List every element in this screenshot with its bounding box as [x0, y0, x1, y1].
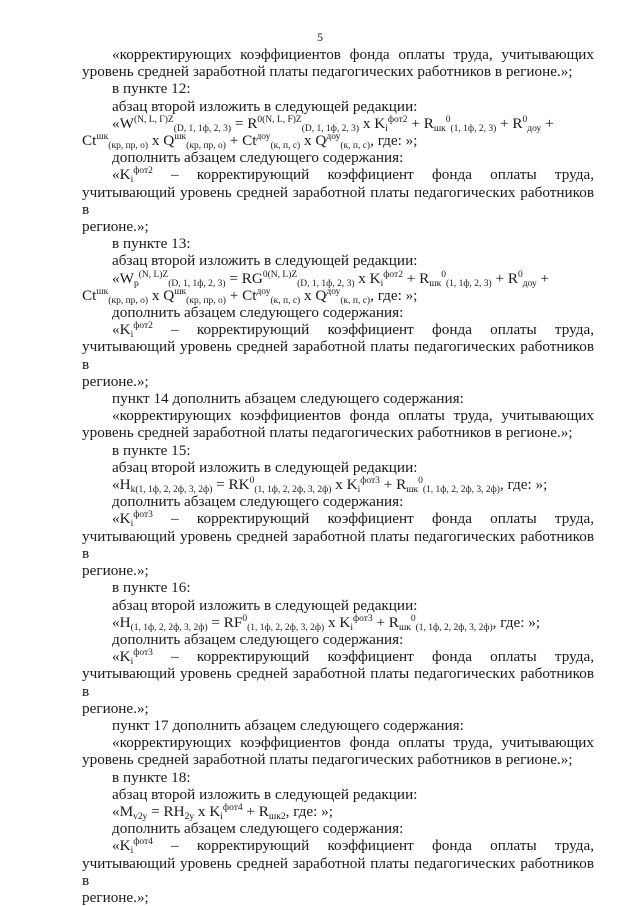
- text-span: , где: »;: [499, 476, 548, 494]
- text-span: + R: [242, 802, 269, 820]
- text-line: уровень средней заработной платы педагогических работников в регионе.»;: [82, 63, 573, 81]
- superscript: доу: [326, 286, 341, 297]
- text-span: x K: [194, 802, 221, 820]
- formula-wp-line: [82, 270, 594, 287]
- text-span: пункт 17 дополнить абзацем следующего содержания:: [112, 716, 464, 734]
- text-span: + R: [491, 269, 518, 287]
- text-span: дополнить абзацем следующего содержания:: [112, 149, 404, 167]
- text-span: учитывающий уровень средней заработной платы педагогических работников в: [82, 665, 594, 700]
- text-span: = RG: [225, 269, 263, 287]
- superscript: шк: [174, 132, 187, 143]
- text-span: «корректирующих коэффициентов фонда оплаты труда, учитывающих: [112, 407, 594, 425]
- subscript: (1, 1ф, 2, 2ф, 3, 2ф): [254, 485, 332, 496]
- text-span: учитывающий уровень средней заработной платы педагогических работников в: [82, 527, 594, 562]
- paragraph: [82, 579, 594, 596]
- subscript: v2у: [133, 811, 148, 822]
- text-span: + R: [402, 269, 430, 287]
- paragraph: [82, 149, 594, 166]
- text-span: «W: [112, 114, 134, 132]
- subscript: i: [220, 811, 223, 822]
- paragraph: [82, 373, 594, 390]
- formula-h-line: [82, 614, 594, 631]
- superscript: фот3: [352, 613, 373, 624]
- text-span: в пункте 16:: [112, 579, 191, 597]
- paragraph: [82, 407, 594, 424]
- subscript: (1, 1ф, 2, 3): [450, 123, 497, 134]
- paragraph: [82, 665, 594, 699]
- formula-wp-line-continued: [82, 287, 594, 304]
- subscript: (к, п, с): [340, 141, 371, 152]
- subscript: шк: [398, 622, 411, 633]
- paragraph: [82, 493, 594, 510]
- text-span: + Ct: [225, 132, 257, 150]
- text-span: в пункте 15:: [112, 441, 191, 459]
- paragraph: [82, 786, 594, 803]
- text-span: в пункте 13:: [112, 235, 191, 253]
- text-span: x K: [331, 476, 358, 494]
- superscript: 0: [418, 476, 423, 487]
- subscript: (D, 1, 1ф, 2, 3): [173, 123, 232, 134]
- text-span: уровень средней заработной платы педагогических работников в регионе.»;: [82, 751, 573, 769]
- text-span: – корректирующий коэффициент фонда оплаты труда,: [152, 166, 594, 184]
- subscript: р: [133, 278, 139, 289]
- paragraph: [82, 390, 594, 407]
- text-span: «корректирующих коэффициентов фонда оплаты труда, учитывающих: [112, 734, 594, 752]
- text-line: в пункте 12:: [112, 80, 191, 98]
- text-span: , где: »;: [492, 613, 541, 631]
- text-span: + Ct: [225, 286, 257, 304]
- text-line: «корректирующих коэффициентов фонда оплаты труда, учитывающих: [112, 46, 594, 63]
- text-span: регионе.»;: [82, 218, 149, 236]
- paragraph: [82, 252, 594, 269]
- page-number: 5: [317, 30, 323, 44]
- text-span: x K: [359, 114, 386, 132]
- paragraph: [82, 820, 594, 837]
- superscript: 0: [410, 613, 416, 624]
- formula-m-line: [82, 803, 594, 820]
- superscript: шк: [96, 286, 109, 297]
- subscript: доу: [522, 278, 537, 289]
- paragraph: [82, 46, 594, 63]
- text-span: «K: [112, 166, 131, 184]
- text-span: «W: [112, 269, 134, 287]
- superscript: фот4: [222, 802, 243, 813]
- paragraph: [82, 597, 594, 614]
- superscript: фот3: [360, 476, 380, 487]
- paragraph: [82, 442, 594, 459]
- text-span: «K: [112, 837, 131, 855]
- paragraph: [82, 338, 594, 372]
- superscript: доу: [256, 132, 271, 143]
- text-span: абзац второй изложить в следующей редакции:: [112, 596, 418, 614]
- text-span: регионе.»;: [82, 888, 149, 906]
- text-span: абзац второй изложить в следующей редакции:: [112, 785, 418, 803]
- text-span: – корректирующий коэффициент фонда оплаты труда,: [152, 648, 594, 666]
- text-span: дополнить абзацем следующего содержания:: [112, 304, 404, 322]
- subscript: (кр, пр, о): [108, 295, 149, 306]
- superscript: 0: [517, 269, 523, 280]
- text-span: , где: »;: [285, 802, 333, 820]
- text-span: «K: [112, 321, 131, 339]
- superscript: 0(N, L, F)Z: [257, 114, 302, 125]
- paragraph: [82, 459, 594, 476]
- text-span: абзац второй изложить в следующей редакции:: [112, 252, 418, 270]
- subscript: i: [130, 175, 134, 186]
- paragraph: [82, 424, 594, 441]
- paragraph: [82, 562, 594, 579]
- text-span: = RF: [207, 613, 243, 631]
- text-span: «H: [112, 613, 131, 631]
- text-span: регионе.»;: [82, 699, 149, 717]
- paragraph: [82, 648, 594, 668]
- document-body: [82, 46, 594, 906]
- text-span: дополнить абзацем следующего содержания:: [112, 820, 404, 838]
- text-span: – корректирующий коэффициент фонда оплаты труда,: [152, 321, 594, 339]
- subscript: (к, п, с): [270, 141, 301, 152]
- text-span: x K: [354, 269, 381, 287]
- text-span: уровень средней заработной платы педагогических работников в регионе.»;: [82, 424, 573, 442]
- subscript: (1, 1ф, 2, 3): [445, 278, 492, 289]
- superscript: фот2: [387, 114, 408, 125]
- subscript: шк2: [268, 811, 286, 822]
- text-span: + R: [496, 114, 523, 132]
- subscript: i: [350, 622, 353, 633]
- text-span: «M: [112, 802, 134, 820]
- text-span: – корректирующий коэффициент фонда оплаты труда,: [152, 837, 594, 855]
- subscript: (D, 1, 1ф, 2, 3): [301, 123, 360, 134]
- paragraph: [82, 235, 594, 252]
- subscript: (1, 1ф, 2, 2ф, 3, 2ф): [422, 485, 500, 496]
- text-span: Ct: [82, 286, 97, 304]
- text-span: регионе.»;: [82, 372, 149, 390]
- superscript: 0: [522, 114, 528, 125]
- subscript: i: [130, 330, 134, 341]
- paragraph: [82, 889, 594, 906]
- subscript: k(1, 1ф, 2, 2ф, 3, 2ф): [130, 485, 213, 496]
- subscript: i: [380, 278, 384, 289]
- text-span: дополнить абзацем следующего содержания:: [112, 493, 404, 511]
- paragraph: [82, 98, 594, 115]
- subscript: i: [357, 485, 361, 496]
- paragraph: [82, 700, 594, 717]
- text-span: + R: [379, 476, 407, 494]
- superscript: 0: [249, 476, 255, 487]
- superscript: доу: [256, 286, 271, 297]
- superscript: фот2: [133, 321, 153, 332]
- subscript: (к, п, с): [270, 295, 301, 306]
- paragraph: [82, 184, 594, 218]
- paragraph: [82, 63, 594, 80]
- paragraph: [82, 166, 594, 186]
- paragraph: [82, 717, 594, 734]
- paragraph: [82, 218, 594, 235]
- superscript: 0: [445, 114, 451, 125]
- paragraph: [82, 734, 594, 751]
- subscript: (кр, пр, о): [186, 141, 226, 152]
- text-span: регионе.»;: [82, 562, 149, 580]
- subscript: шк: [406, 485, 419, 496]
- text-span: = RK: [212, 476, 250, 494]
- subscript: доу: [527, 123, 542, 134]
- text-line: абзац второй изложить в следующей редакции:: [112, 97, 418, 115]
- subscript: (к, п, с): [340, 295, 371, 306]
- paragraph: [82, 769, 594, 786]
- superscript: шк: [174, 286, 187, 297]
- text-span: пункт 14 дополнить абзацем следующего содержания:: [112, 390, 464, 408]
- text-span: – корректирующий коэффициент фонда оплаты труда,: [152, 510, 594, 528]
- paragraph: [82, 321, 594, 341]
- text-span: абзац второй изложить в следующей редакции:: [112, 458, 418, 476]
- subscript: i: [130, 657, 134, 668]
- superscript: фот4: [133, 837, 153, 848]
- subscript: шк: [433, 123, 446, 134]
- text-span: , где: »;: [370, 286, 418, 304]
- superscript: фот2: [383, 269, 403, 280]
- formula-hk-line: [82, 476, 594, 496]
- text-span: Ct: [82, 132, 97, 150]
- text-span: x Q: [148, 286, 175, 304]
- text-span: учитывающий уровень средней заработной платы педагогических работников в: [82, 183, 594, 218]
- text-span: x K: [324, 613, 351, 631]
- subscript: i: [130, 846, 134, 857]
- text-span: «K: [112, 510, 131, 528]
- text-span: в пункте 18:: [112, 768, 191, 786]
- subscript: шк: [429, 278, 442, 289]
- text-span: +: [541, 114, 554, 132]
- formula-w-line: [82, 115, 594, 132]
- subscript: 2у: [184, 811, 195, 822]
- subscript: i: [130, 519, 134, 530]
- superscript: 0: [242, 613, 248, 624]
- superscript: фот3: [133, 510, 153, 521]
- paragraph: [82, 528, 594, 562]
- text-span: + R: [372, 613, 399, 631]
- subscript: (D, 1, 1ф, 2, 3): [168, 278, 226, 289]
- paragraph: [82, 751, 594, 768]
- text-span: x Q: [148, 132, 175, 150]
- superscript: доу: [326, 132, 341, 143]
- subscript: (кр, пр, о): [186, 295, 226, 306]
- superscript: фот3: [133, 648, 153, 659]
- text-span: дополнить абзацем следующего содержания:: [112, 630, 404, 648]
- superscript: (N, L, Г)Z: [133, 114, 174, 125]
- superscript: (N, L)Z: [138, 269, 169, 280]
- text-span: + R: [407, 114, 434, 132]
- text-span: +: [536, 269, 550, 287]
- formula-w-line-continued: [82, 132, 594, 152]
- paragraph: [82, 510, 594, 530]
- paragraph: [82, 855, 594, 889]
- superscript: 0: [441, 269, 446, 280]
- paragraph: [82, 837, 594, 857]
- subscript: (1, 1ф, 2, 2ф, 3, 2ф): [130, 622, 208, 633]
- superscript: шк: [96, 132, 109, 143]
- text-span: «K: [112, 648, 131, 666]
- subscript: (1, 1ф, 2, 2ф, 3, 2ф): [415, 622, 493, 633]
- superscript: фот2: [133, 166, 153, 177]
- paragraph: [82, 631, 594, 648]
- subscript: (1, 1ф, 2, 2ф, 3, 2ф): [247, 622, 325, 633]
- subscript: i: [385, 123, 388, 134]
- text-span: x Q: [300, 132, 327, 150]
- paragraph: [82, 80, 594, 97]
- subscript: (кр, пр, о): [108, 141, 149, 152]
- text-span: = R: [231, 114, 258, 132]
- text-span: x Q: [300, 286, 327, 304]
- superscript: 0(N, L)Z: [262, 269, 298, 280]
- text-span: учитывающий уровень средней заработной платы педагогических работников в: [82, 854, 594, 889]
- text-span: = RH: [147, 802, 185, 820]
- text-span: «H: [112, 476, 131, 494]
- paragraph: [82, 304, 594, 321]
- text-span: учитывающий уровень средней заработной платы педагогических работников в: [82, 338, 594, 373]
- text-span: , где: »;: [370, 132, 418, 150]
- subscript: (D, 1, 1ф, 2, 3): [297, 278, 355, 289]
